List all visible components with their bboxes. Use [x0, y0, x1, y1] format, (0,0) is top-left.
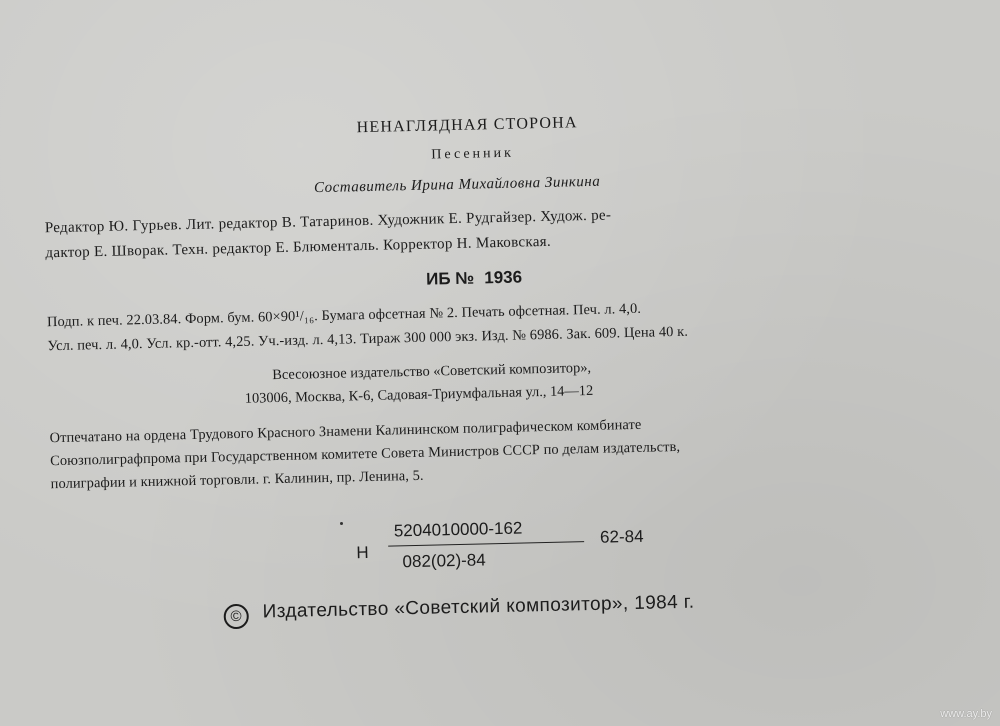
book-title: НЕНАГЛЯДНАЯ СТОРОНА [356, 114, 578, 137]
ib-number [426, 267, 522, 289]
fraction-rule [388, 541, 584, 546]
printer-line: полиграфии и книжной торговли. г. Калинин, пр. Ленина, 5. [50, 467, 424, 493]
classification-letter: Н [356, 543, 369, 563]
classification-numerator: 5204010000-162 [393, 518, 523, 541]
compiler-line: Составитель Ирина Михайловна Зинкина [313, 173, 601, 197]
print-specs-line: Усл. печ. л. 4,0. Усл. кр.-отт. 4,25. Уч.-изд. л. 4,13. Тираж 300 000 экз. Изд. № 6986. Зак. 609. Цена 40 к. [47, 323, 689, 355]
classification-code-right: 62-84 [599, 526, 644, 547]
credits-line: дактор Е. Шворак. Техн. редактор Е. Блюменталь. Корректор Н. Маковская. [45, 233, 552, 262]
printer-line: Союзполиграфпрома при Государственном комитете Совета Министров СССР по делам издательств, [49, 438, 681, 470]
printer-line: Отпечатано на ордена Трудового Красного Знамени Калининском полиграфическом комбинате [49, 416, 642, 447]
copyright-icon: © [223, 604, 249, 630]
publisher-address: 103006, Москва, К-6, Садовая-Триумфальная ул., 14—12 [244, 382, 594, 407]
ib-value: 1936 [484, 267, 523, 288]
watermark-text: www.ay.by [940, 708, 992, 720]
copyright-line [223, 592, 694, 630]
copyright-text: Издательство «Советский композитор», 1984 г. [262, 591, 695, 623]
ib-label: ИБ № [425, 268, 475, 289]
print-speck [340, 522, 343, 525]
publisher-name: Всесоюзное издательство «Советский композитор», [272, 359, 592, 384]
credits-line: Редактор Ю. Гурьев. Лит. редактор В. Татаринов. Художник Е. Рудгайзер. Худож. ре- [44, 207, 612, 237]
classification-denominator: 082(02)-84 [402, 550, 486, 572]
book-subtitle: Песенник [431, 145, 515, 163]
print-specs-line: Подп. к печ. 22.03.84. Форм. бум. 60×90¹/₁₆. Бумага офсетная № 2. Печать офсетная. Печ. л. 4,0. [46, 300, 642, 331]
